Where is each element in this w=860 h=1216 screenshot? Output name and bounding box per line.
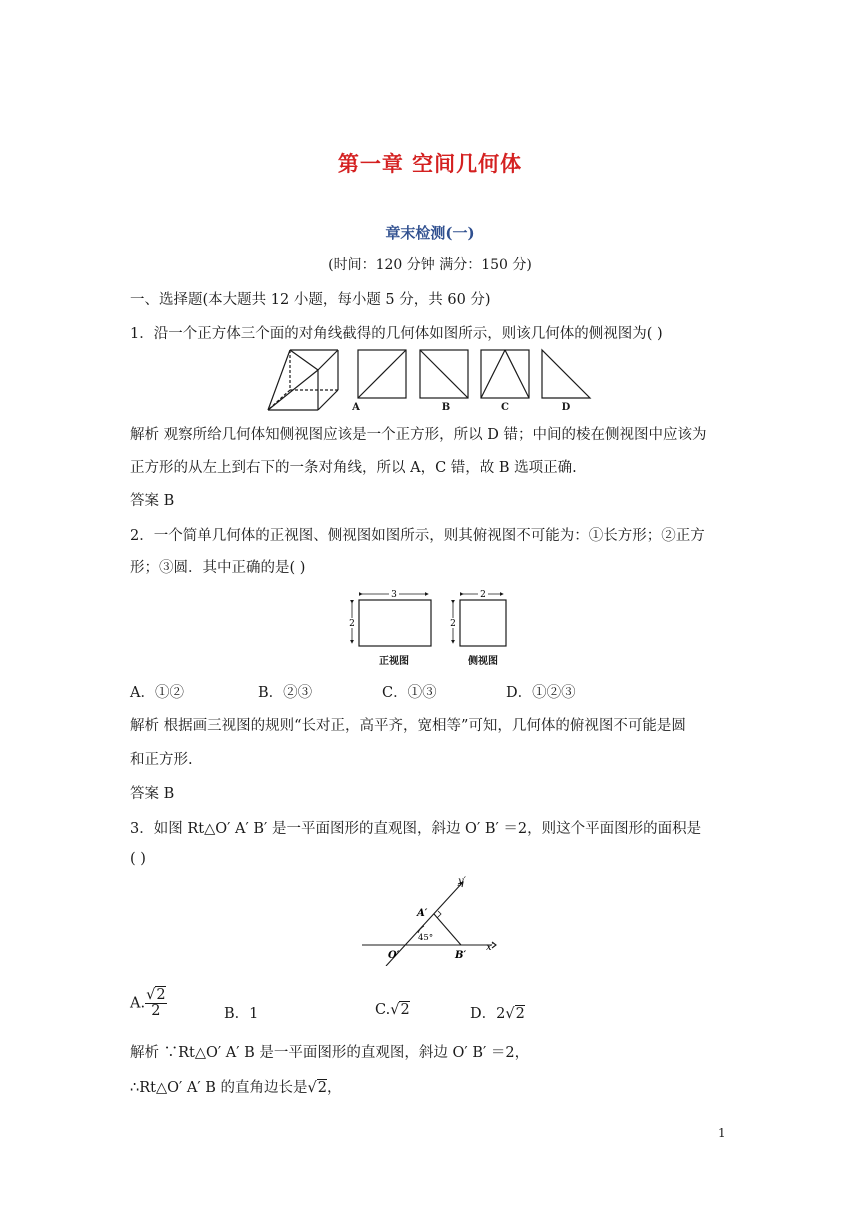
q3-point-a: A′ xyxy=(417,908,428,919)
q3-option-b: B．1 xyxy=(224,1006,259,1022)
q2-side-view-label: 侧视图 xyxy=(468,656,498,667)
q2-analysis-line2: 和正方形. xyxy=(130,752,193,768)
section-title: 章末检测(一) xyxy=(385,224,475,242)
q3-stem-line2: ( ) xyxy=(130,851,146,867)
q2-stem-line1: 2．一个简单几何体的正视图、侧视图如图所示，则其俯视图不可能为：①长方形；②正方 xyxy=(130,528,705,544)
q1-answer: 答案 B xyxy=(130,493,175,509)
q3-right-angle-mark xyxy=(437,911,441,918)
q1-analysis-line1: 解析 观察所给几何体知侧视图应该是一个正方形，所以 D 错；中间的棱在侧视图中应该为 xyxy=(130,427,707,443)
q3-stem-line1: 3．如图 Rt△O′ A′ B′ 是一平面图形的直观图，斜边 O′ B′ ＝2，则这个平面图形的面积是 xyxy=(130,821,702,837)
q2-front-view xyxy=(352,594,431,646)
q3-x-label: x′ xyxy=(486,942,494,953)
time-info: (时间：120 分钟 满分：150 分) xyxy=(328,257,532,273)
q3-point-b: B′ xyxy=(455,950,467,961)
q1-option-c-figure xyxy=(481,350,529,398)
q2-option-a: A．①② xyxy=(130,685,184,701)
q3-analysis-line2: ∴Rt△O′ A′ B 的直角边长是√2， xyxy=(130,1080,342,1096)
q3-y-label: y′ xyxy=(458,876,466,887)
q3-option-d: D．2√2 xyxy=(470,1006,525,1022)
q1-analysis-line2: 正方形的从左上到右下的一条对角线，所以 A，C 错，故 B 选项正确. xyxy=(130,460,577,476)
q3-segment-ab xyxy=(434,914,461,945)
q2-front-view-label: 正视图 xyxy=(379,656,409,667)
q1-label-c: C xyxy=(501,402,509,413)
q2-front-width-label: 3 xyxy=(391,590,397,600)
q1-label-a: A xyxy=(352,402,360,413)
section-heading: 一、选择题(本大题共 12 小题，每小题 5 分，共 60 分) xyxy=(130,292,491,308)
q2-stem-line2: 形；③圆．其中正确的是( ) xyxy=(130,560,306,576)
chapter-title: 第一章 空间几何体 xyxy=(337,151,523,176)
q1-figure xyxy=(260,348,600,418)
q3-point-o: O′ xyxy=(388,950,400,961)
q3-figure xyxy=(358,874,508,966)
q2-side-height-label: 2 xyxy=(450,619,456,629)
q1-option-d-figure xyxy=(542,350,590,398)
q2-side-view xyxy=(453,594,506,646)
q3-option-a: A. $\frac{√2}{2}$ xyxy=(130,987,166,1019)
page-number: 1 xyxy=(718,1126,726,1140)
q2-option-b: B．②③ xyxy=(258,685,313,701)
q2-answer: 答案 B xyxy=(130,786,175,802)
q3-option-c: C.√2 xyxy=(375,1002,410,1018)
q3-analysis-line1: 解析 ∵Rt△O′ A′ B 是一平面图形的直观图，斜边 O′ B′ ＝2， xyxy=(130,1045,530,1061)
q2-figure xyxy=(346,588,526,652)
q1-option-a-figure xyxy=(358,350,406,398)
q2-option-d: D．①②③ xyxy=(506,685,576,701)
q2-side-width-label: 2 xyxy=(480,590,486,600)
q2-option-c: C．①③ xyxy=(382,685,437,701)
q3-angle-label: 45° xyxy=(418,933,434,943)
q1-label-b: B xyxy=(441,402,451,413)
q1-stem: 1．沿一个正方体三个面的对角线截得的几何体如图所示，则该几何体的侧视图为( ) xyxy=(130,326,663,342)
q2-front-height-label: 2 xyxy=(349,619,355,629)
q1-option-b-figure xyxy=(420,350,468,398)
q2-analysis-line1: 解析 根据画三视图的规则“长对正，高平齐，宽相等”可知，几何体的俯视图不可能是圆 xyxy=(130,718,686,734)
q1-solid-figure xyxy=(268,350,338,410)
q1-label-d: D xyxy=(561,402,571,413)
